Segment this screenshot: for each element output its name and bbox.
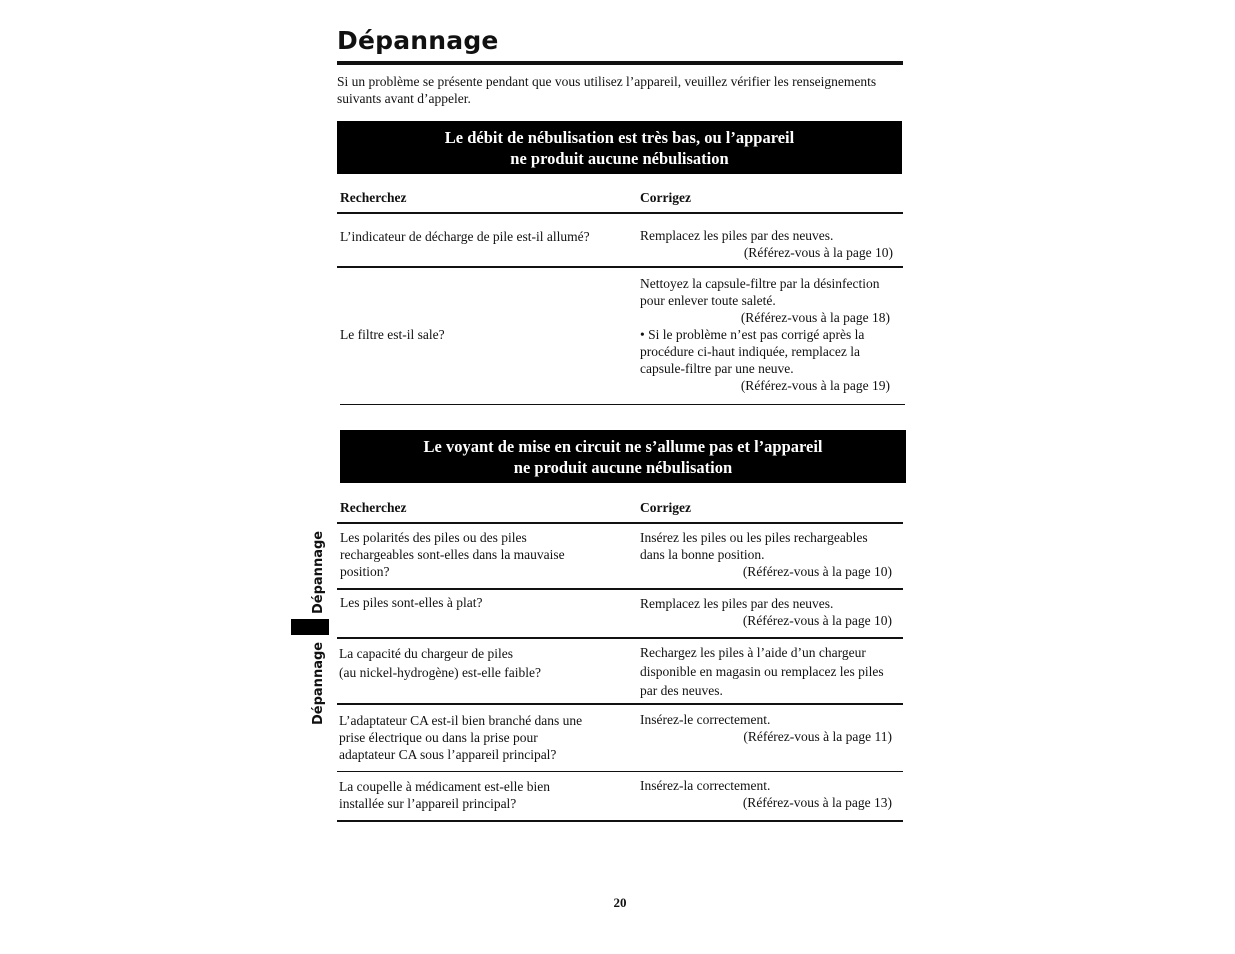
section2-row2-fix-text: Remplacez les piles par des neuves. [640, 596, 834, 611]
page-title: Dépannage [337, 26, 499, 55]
section1-header-rule [337, 212, 903, 214]
page-number: 20 [613, 895, 627, 910]
section1-row2-fix [640, 275, 890, 394]
side-tab-marker [291, 619, 329, 635]
section2-row4-check: L’adaptateur CA est-il bien branché dans une prise électrique ou dans la prise pour adaptateur CA sous l’appareil principal? [339, 713, 583, 762]
section1-row1-fix-text: Remplacez les piles par des neuves. [640, 228, 834, 243]
section2-row3-rule [337, 703, 903, 705]
section2-row3-check-line1: La capacité du chargeur de piles [339, 646, 514, 661]
section2-banner-line2: ne produit aucune nébulisation [513, 457, 733, 477]
section1-banner-line2: ne produit aucune nébulisation [510, 148, 729, 168]
section2-row1-ref: (Référez-vous à la page 10) [742, 564, 892, 579]
section1-row1-rule [337, 266, 903, 268]
intro-text: Si un problème se présente pendant que vous utilisez l’appareil, veuillez vérifier les renseignements suivants avant d’appeler. [337, 74, 877, 106]
section2-row2-fix [640, 595, 892, 629]
section2-row2-check: Les piles sont-elles à plat? [340, 595, 483, 610]
section1-row2-ref2: (Référez-vous à la page 19) [740, 378, 890, 393]
section1-end-rule [340, 404, 905, 405]
section1-header-check: Recherchez [340, 190, 407, 205]
section2-row4-ref: (Référez-vous à la page 11) [743, 729, 892, 744]
section2-row1-fix-text: Insérez les piles ou les piles rechargeables dans la bonne position. [640, 530, 868, 562]
section1-row1-check: L’indicateur de décharge de pile est-il allumé? [340, 229, 590, 244]
section1-row1-fix [640, 227, 893, 261]
section2-row5-fix-text: Insérez-la correctement. [640, 778, 771, 793]
section1-row2-check: Le filtre est-il sale? [340, 327, 445, 342]
section2-row2-ref: (Référez-vous à la page 10) [742, 613, 892, 628]
section1-row2-fix-text: Nettoyez la capsule-filtre par la désinfection pour enlever toute saleté. [640, 276, 880, 308]
section1-row2-ref: (Référez-vous à la page 18) [740, 310, 890, 325]
section2-row1-fix [640, 529, 892, 580]
section2-row5-fix [640, 777, 892, 811]
side-label-bottom: Dépannage [311, 641, 326, 725]
section1-banner [337, 121, 902, 174]
section2-row5-ref: (Référez-vous à la page 13) [742, 795, 892, 810]
section1-header-fix: Corrigez [640, 190, 691, 205]
side-label-top: Dépannage [311, 530, 326, 614]
section2-row4-fix [640, 711, 892, 745]
section2-row1-check: Les polarités des piles ou des piles rechargeables sont-elles dans la mauvaise position? [340, 530, 565, 579]
section2-banner [340, 430, 906, 483]
section2-row3-check-line2: (au nickel-hydrogène) est-elle faible? [339, 665, 542, 680]
section2-row3-check [339, 644, 629, 682]
section1-row2-fix-note: • Si le problème n’est pas corrigé après la procédure ci-haut indiquée, remplacez la capsule-filtre par une neuve. [640, 327, 865, 376]
section2-header-fix: Corrigez [640, 500, 691, 515]
section2-row1-rule [337, 588, 903, 590]
section2-row3-fix: Rechargez les piles à l’aide d’un chargeur disponible en magasin ou remplacez les piles par des neuves. [640, 645, 884, 698]
section1-banner-line1: Le débit de nébulisation est très bas, ou l’appareil [444, 127, 795, 147]
section2-banner-line1: Le voyant de mise en circuit ne s’allume pas et l’appareil [423, 436, 823, 456]
title-rule [337, 61, 903, 65]
section1-row1-ref: (Référez-vous à la page 10) [743, 245, 893, 260]
section2-header-check: Recherchez [340, 500, 407, 515]
section2-row2-rule [337, 637, 903, 639]
section2-row4-fix-text: Insérez-le correctement. [640, 712, 771, 727]
section2-row5-check: La coupelle à médicament est-elle bien installée sur l’appareil principal? [339, 779, 551, 811]
section2-row4-rule [337, 771, 903, 772]
section2-end-rule [337, 820, 903, 822]
section2-header-rule [337, 522, 903, 524]
